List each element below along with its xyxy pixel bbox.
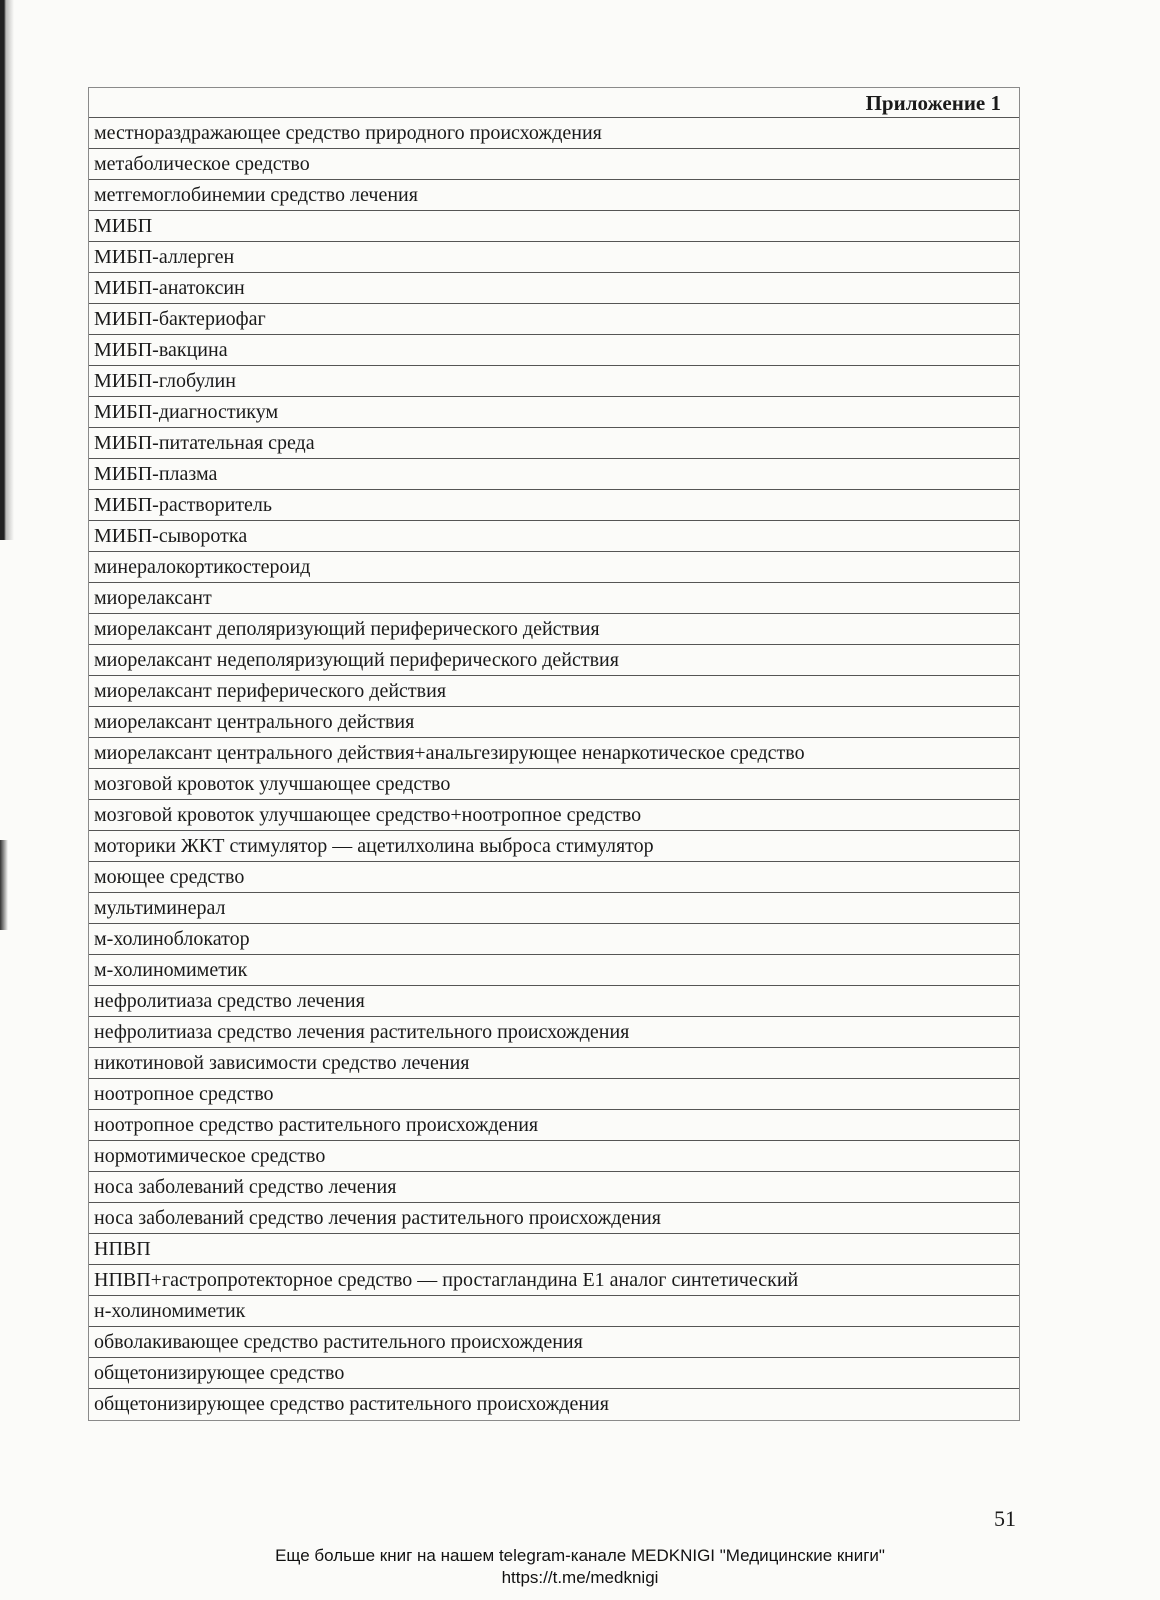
table-row: мультиминерал: [89, 893, 1019, 924]
table-row: миорелаксант центрального действия: [89, 707, 1019, 738]
table-row: МИБП-бактериофаг: [89, 304, 1019, 335]
table-row: МИБП-растворитель: [89, 490, 1019, 521]
table-row: м-холиноблокатор: [89, 924, 1019, 955]
table-row: МИБП-диагностикум: [89, 397, 1019, 428]
table-row: минералокортикостероид: [89, 552, 1019, 583]
appendix-title: Приложение 1: [89, 88, 1019, 118]
table-row: нормотимическое средство: [89, 1141, 1019, 1172]
page-number: 51: [994, 1506, 1016, 1531]
table-row: миорелаксант недеполяризующий периферического действия: [89, 645, 1019, 676]
table-row: миорелаксант периферического действия: [89, 676, 1019, 707]
table-row: МИБП-аллерген: [89, 242, 1019, 273]
table-row: МИБП-питательная среда: [89, 428, 1019, 459]
table-row: мозговой кровоток улучшающее средство+ноотропное средство: [89, 800, 1019, 831]
table-row: местнораздражающее средство природного происхождения: [89, 118, 1019, 149]
table-row: нефролитиаза средство лечения растительного происхождения: [89, 1017, 1019, 1048]
table-row: никотиновой зависимости средство лечения: [89, 1048, 1019, 1079]
footer-link[interactable]: https://t.me/medknigi: [501, 1568, 659, 1587]
table-row: НПВП+гастропротекторное средство — простагландина Е1 аналог синтетический: [89, 1265, 1019, 1296]
table-row: МИБП-плазма: [89, 459, 1019, 490]
table-row: МИБП-вакцина: [89, 335, 1019, 366]
table-row: миорелаксант центрального действия+анальгезирующее ненаркотическое средство: [89, 738, 1019, 769]
footer: [0, 1545, 1160, 1589]
table-row: миорелаксант: [89, 583, 1019, 614]
table-row: обволакивающее средство растительного происхождения: [89, 1327, 1019, 1358]
table-row: н-холиномиметик: [89, 1296, 1019, 1327]
table-row: общетонизирующее средство растительного происхождения: [94, 1393, 609, 1415]
table-row: ноотропное средство: [89, 1079, 1019, 1110]
appendix-table: [88, 87, 1020, 1421]
table-row: общетонизирующее средство: [89, 1358, 1019, 1389]
table-row: МИБП-сыворотка: [89, 521, 1019, 552]
table-row: мозговой кровоток улучшающее средство: [89, 769, 1019, 800]
table-row: моющее средство: [89, 862, 1019, 893]
table-row: носа заболеваний средство лечения: [89, 1172, 1019, 1203]
table-row: МИБП-анатоксин: [89, 273, 1019, 304]
table-row: м-холиномиметик: [89, 955, 1019, 986]
table-row: ноотропное средство растительного происхождения: [89, 1110, 1019, 1141]
table-row: МИБП: [89, 211, 1019, 242]
table-rows: [89, 118, 1019, 1420]
table-row: нефролитиаза средство лечения: [89, 986, 1019, 1017]
table-row: миорелаксант деполяризующий периферического действия: [89, 614, 1019, 645]
table-row: моторики ЖКТ стимулятор — ацетилхолина выброса стимулятор: [89, 831, 1019, 862]
scan-edge-shadow: [0, 0, 14, 540]
table-row: НПВП: [89, 1234, 1019, 1265]
table-row: носа заболеваний средство лечения растительного происхождения: [89, 1203, 1019, 1234]
scan-edge-mark: [0, 840, 8, 930]
table-row: метгемоглобинемии средство лечения: [89, 180, 1019, 211]
footer-promo-text: Еще больше книг на нашем telegram-канале MEDKNIGI "Медицинские книги": [275, 1546, 885, 1565]
table-row: МИБП-глобулин: [89, 366, 1019, 397]
table-row: метаболическое средство: [89, 149, 1019, 180]
